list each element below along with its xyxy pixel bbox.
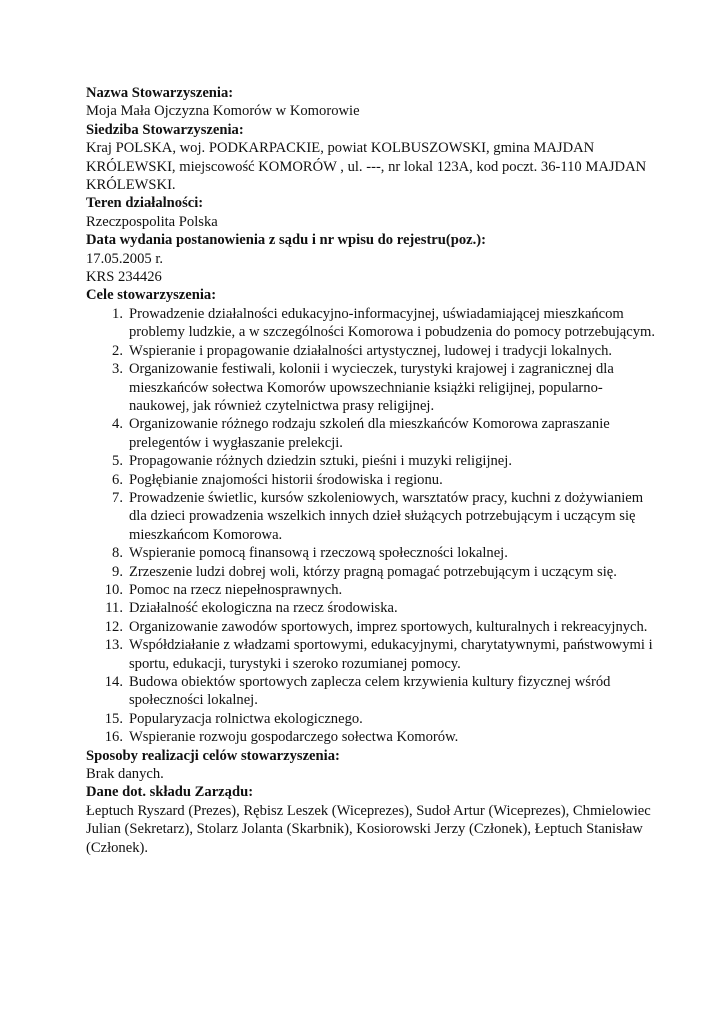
goal-number: 3. [112, 361, 123, 378]
goal-text: Prowadzenie działalności edukacyjno-informacyjnej, uświadamiającej mieszkańcom problemy ludzkie, a w szczególności Komorowa i pobudzenia do pomocy potrzebującym. [129, 305, 656, 341]
goal-number: 4. [112, 416, 123, 433]
goal-text: Pogłębianie znajomości historii środowiska i regionu. [129, 471, 443, 488]
goal-item [86, 305, 656, 342]
registry-krs-number: KRS 234426 [86, 269, 162, 286]
goal-number: 1. [112, 305, 123, 322]
goal-text: Wspieranie rozwoju gospodarczego sołectwa Komorów. [129, 729, 459, 746]
board-members: Łeptuch Ryszard (Prezes), Rębisz Leszek (Wiceprezes), Sudoł Artur (Wiceprezes), Chmielowiec Julian (Sekretarz), Stolarz Jolanta (Skarbnik), Kosiorowski Jerzy (Członek), Łeptuch Stanisław (Członek). [86, 802, 651, 856]
board-heading: Dane dot. składu Zarządu: [86, 784, 254, 801]
goal-text: Działalność ekologiczna na rzecz środowiska. [129, 600, 398, 617]
goal-number: 7. [112, 489, 123, 506]
goal-number: 9. [112, 563, 123, 580]
goal-number: 2. [112, 342, 123, 359]
goal-item [86, 618, 656, 636]
goal-text: Prowadzenie świetlic, kursów szkoleniowych, warsztatów pracy, kuchni z dożywianiem dla dzieci prowadzenia wszelkich innych dzieł służących potrzebującym i uczącym się mieszkańcom Komorowa. [129, 489, 644, 543]
goal-item [86, 471, 656, 489]
goal-text: Organizowanie zawodów sportowych, imprez sportowych, kulturalnych i rekreacyjnych. [129, 618, 648, 635]
goal-number: 13. [104, 637, 123, 654]
goal-item [86, 563, 656, 581]
goal-text: Organizowanie różnego rodzaju szkoleń dla mieszkańców Komorowa zapraszanie prelegentów i wygłaszanie prelekcji. [129, 416, 610, 451]
goal-text: Wspieranie pomocą finansową i rzeczową społeczności lokalnej. [129, 545, 508, 562]
goal-text: Wspieranie i propagowanie działalności artystycznej, ludowej i tradycji lokalnych. [129, 342, 613, 359]
goal-number: 8. [112, 545, 123, 562]
goal-item [86, 544, 656, 562]
association-name-value: Moja Mała Ojczyzna Komorów w Komorowie [86, 103, 360, 120]
goal-text: Zrzeszenie ludzi dobrej woli, którzy pragną pomagać potrzebującym i uczącym się. [129, 563, 617, 580]
goal-number: 10. [104, 581, 123, 598]
goal-item [86, 728, 656, 746]
methods-heading: Sposoby realizacji celów stowarzyszenia: [86, 747, 340, 764]
activity-area-value: Rzeczpospolita Polska [86, 213, 218, 230]
goal-text: Budowa obiektów sportowych zaplecza celem krzywienia kultury fizycznej wśród społeczności lokalnej. [129, 674, 611, 709]
goal-item [86, 599, 656, 617]
goal-number: 5. [112, 453, 123, 470]
goal-number: 12. [104, 618, 123, 635]
registry-heading: Data wydania postanowienia z sądu i nr wpisu do rejestru(poz.): [86, 232, 487, 249]
goal-item [86, 581, 656, 599]
goal-text: Popularyzacja rolnictwa ekologicznego. [129, 710, 363, 727]
goal-number: 15. [104, 710, 123, 727]
association-name-heading: Nazwa Stowarzyszenia: [86, 85, 234, 101]
goal-item [86, 636, 656, 673]
goal-item [86, 489, 656, 544]
goal-item [86, 360, 656, 415]
goal-number: 6. [112, 471, 123, 488]
goal-number: 16. [104, 729, 123, 746]
activity-area-heading: Teren działalności: [86, 195, 204, 212]
goal-text: Organizowanie festiwali, kolonii i wycieczek, turystyki krajowej i zagranicznej dla mieszkańców sołectwa Komorów upowszechnianie książki religijnej, popularno-naukowej, jak również czytelnictwa prasy religijnej. [129, 361, 614, 414]
registry-date: 17.05.2005 r. [86, 250, 164, 267]
goal-item [86, 452, 656, 470]
goals-heading: Cele stowarzyszenia: [86, 287, 217, 304]
goal-text: Pomoc na rzecz niepełnosprawnych. [129, 581, 343, 598]
association-seat-value: Kraj POLSKA, woj. PODKARPACKIE, powiat KOLBUSZOWSKI, gmina MAJDAN KRÓLEWSKI, miejscowość KOMORÓW , ul. ---, nr lokal 123A, kod poczt. 36-110 MAJDAN KRÓLEWSKI. [86, 140, 647, 194]
goal-item [86, 342, 656, 360]
goal-item [86, 673, 656, 710]
goal-number: 11. [105, 600, 123, 617]
goal-text: Współdziałanie z władzami sportowymi, edukacyjnymi, charytatywnymi, państwowymi i sportu, edukacji, turystyki i szeroko rozumianej pomocy. [129, 637, 653, 672]
association-seat-heading: Siedziba Stowarzyszenia: [86, 121, 244, 138]
goal-number: 14. [104, 674, 123, 690]
goals-list [86, 305, 656, 747]
goal-text: Propagowanie różnych dziedzin sztuki, pieśni i muzyki religijnej. [129, 453, 512, 470]
document-page [86, 84, 656, 857]
goal-item [86, 415, 656, 452]
goal-item [86, 710, 656, 728]
methods-value: Brak danych. [86, 766, 164, 783]
